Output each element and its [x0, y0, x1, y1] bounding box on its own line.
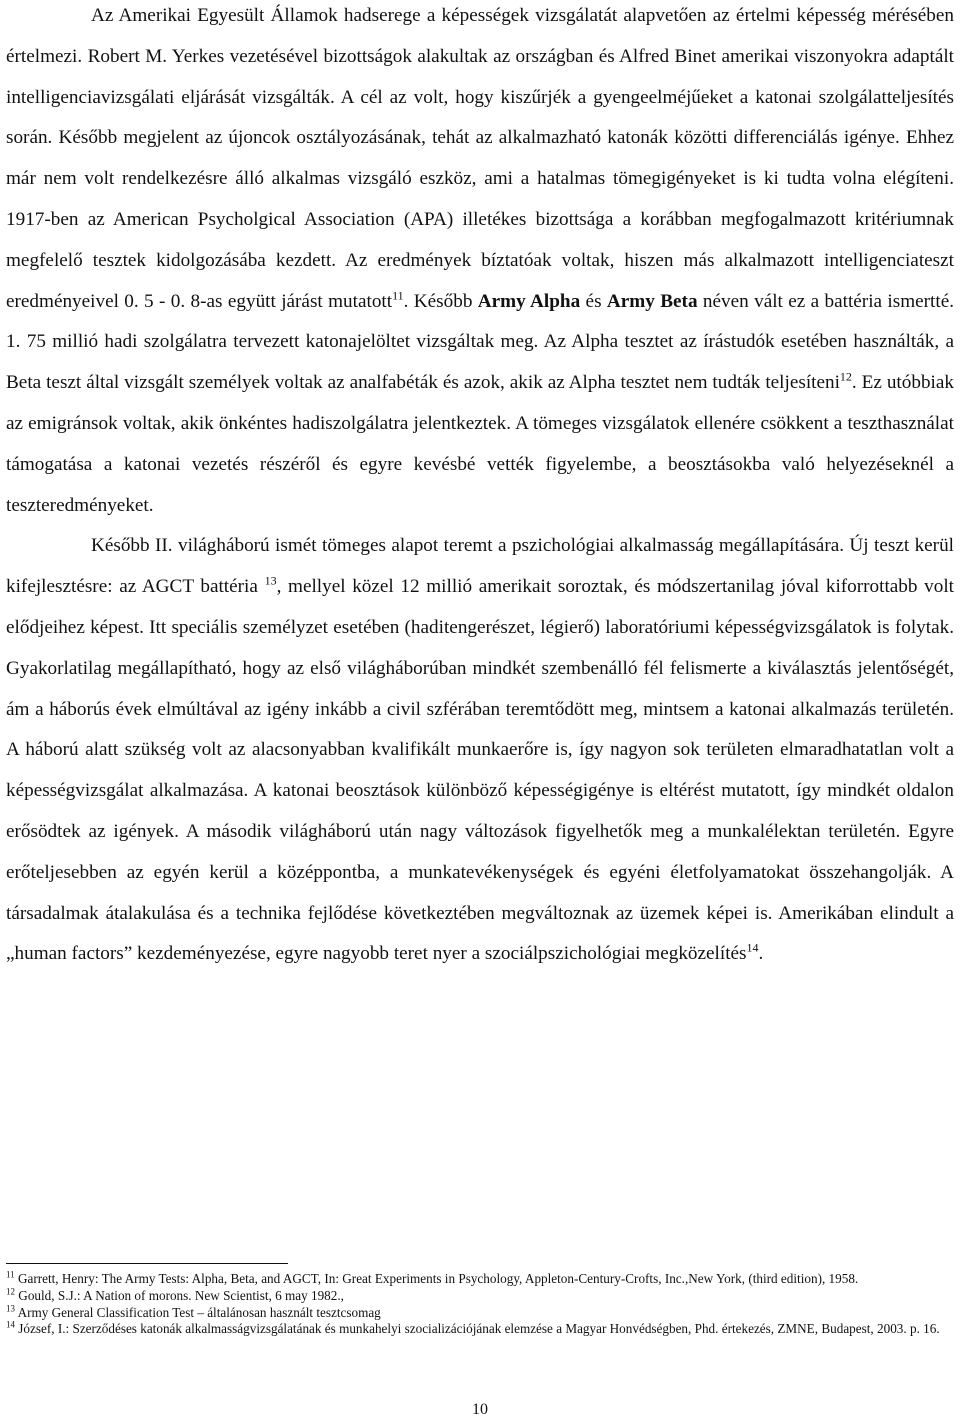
- footnote-reference: 12: [839, 369, 852, 384]
- text-run: Az Amerikai Egyesült Államok hadserege a képességek vizsgálatát alapvetően az értelmi képesség mérésében értelmezi. Robert M. Yerkes vezetésével bizottságok alakultak az országban és Alfred Binet amerikai viszonyokra adaptált intelligenciavizsgálati eljárását vizsgálták. A cél az volt, hogy kiszűrjék a gyengeelméjűeket a katonai szolgálatteljesítés során. Később megjelent az újoncok osztályozásának, tehát az alkalmazható katonák közötti differenciálás igénye. Ehhez már nem volt rendelkezésre álló alkalmas vizsgáló eszköz, ami a hatalmas tömegigényeket is ki tudta volna elégíteni. 1917-ben az American Psycholgical Association (APA) illetékes bizottsága a korábban megfogalmazott kritériumnak megfelelő tesztek kidolgozásába kezdett. Az eredmények bíztatóak voltak, hiszen más alkalmazott intelligenciateszt eredményeivel 0. 5 - 0. 8-as együtt járást mutatott: [6, 5, 954, 312]
- text-run: . Később: [403, 290, 478, 312]
- text-run: Később II. világháború ismét tömeges alapot teremt a pszichológiai alkalmasság megállapítására. Új teszt kerül kifejlesztésre: az AGCT battéria: [6, 535, 954, 598]
- paragraph: [6, 0, 954, 526]
- footnote: [6, 1288, 954, 1305]
- footnote-number: 13: [6, 1303, 15, 1314]
- text-run: néven vált ez a battéria ismertté. 1. 75 millió hadi szolgálatra tervezett katonajelöltet vizsgáltak meg. Az Alpha tesztet az írástudók esetében használták, a Beta teszt által vizsgált személyek voltak az analfabéták és azok, akik az Alpha tesztet nem tudták teljesíteni: [6, 290, 955, 394]
- footnote-separator: [6, 1263, 288, 1264]
- footnote-number: 14: [6, 1320, 15, 1330]
- paragraph: [6, 526, 954, 975]
- document-page: [6, 0, 955, 1418]
- footnote-number: 12: [6, 1286, 15, 1297]
- text-run: . Ez utóbbiak az emigránsok voltak, akik önkéntes hadiszolgálatra jelentkeztek. A tömeges vizsgálatok ellenére csökkent a teszthasználat támogatása a katonai vezetés részéről és egyre kevésbé vették figyelembe, a beosztásokba való helyezéseknél a teszteredményeket.: [6, 372, 954, 516]
- footnote-text: Gould, S.J.: A Nation of morons. New Scientist, 6 may 1982.,: [15, 1287, 344, 1303]
- footnote: [6, 1305, 954, 1322]
- footnote-reference: 11: [392, 288, 404, 303]
- footnote-number: 11: [6, 1269, 15, 1280]
- footnote: [6, 1321, 954, 1338]
- main-text: [6, 0, 954, 975]
- page-number: 10: [472, 1401, 488, 1418]
- text-run: .: [758, 943, 764, 965]
- footnote-reference: 13: [264, 573, 277, 588]
- bold-term: Army Beta: [606, 290, 698, 312]
- bold-term: Army Alpha: [477, 290, 581, 312]
- text-run: , mellyel közel 12 millió amerikait soroztak, és módszertanilag jóval kiforrottabb volt elődjeihez képest. Itt speciális személyzet esetében (haditengerészet, légierő) laboratóriumi képességvizsgálatok is folytak. Gyakorlatilag megállapítható, hogy az első világháborúban mindkét szembenálló fél felismerte a kiválasztás jelentőségét, ám a háborús évek elmúltával az igény inkább a civil szférában teremtődött meg, mintsem a katonai alkalmazás területén. A háború alatt szükség volt az alacsonyabban kvalifikált munkaerőre is, így nagyon sok területen elmaradhatatlan volt a képességvizsgálat alkalmazása. A katonai beosztások különböző képességigénye is eltérést mutatott, így mindkét oldalon erősödtek az igények. A második világháború után nagy változások figyelhetők meg a munkalélektan területén. Egyre erőteljesebben az egyén kerül a középpontba, a munkatevékenységek és egyéni életfolyamatokat összehangolják. A társadalmak átalakulása és a technika fejlődése következtében megváltoznak az üzemek képei is. Amerikában elindult a „human factors” kezdeményezése, egyre nagyobb teret nyer a szociálpszichológiai megközelítés: [6, 576, 954, 965]
- footnote-text: Army General Classification Test – általánosan használt tesztcsomag: [15, 1304, 381, 1320]
- footnote: [6, 1271, 954, 1288]
- footnote-text: Garrett, Henry: The Army Tests: Alpha, Beta, and AGCT, In: Great Experiments in Psychology, Appleton-Century-Crofts, Inc.,New York, (third edition), 1958.: [14, 1271, 859, 1286]
- footnotes: [6, 1271, 954, 1338]
- footnote-reference: 14: [746, 940, 759, 955]
- footnote-text: József, I.: Szerződéses katonák alkalmasságvizsgálatának és munkahelyi szocializációjának elemzése a Magyar Honvédségben, Phd. értekezés, ZMNE, Budapest, 2003. p. 16.: [15, 1321, 940, 1337]
- text-run: és: [580, 290, 607, 312]
